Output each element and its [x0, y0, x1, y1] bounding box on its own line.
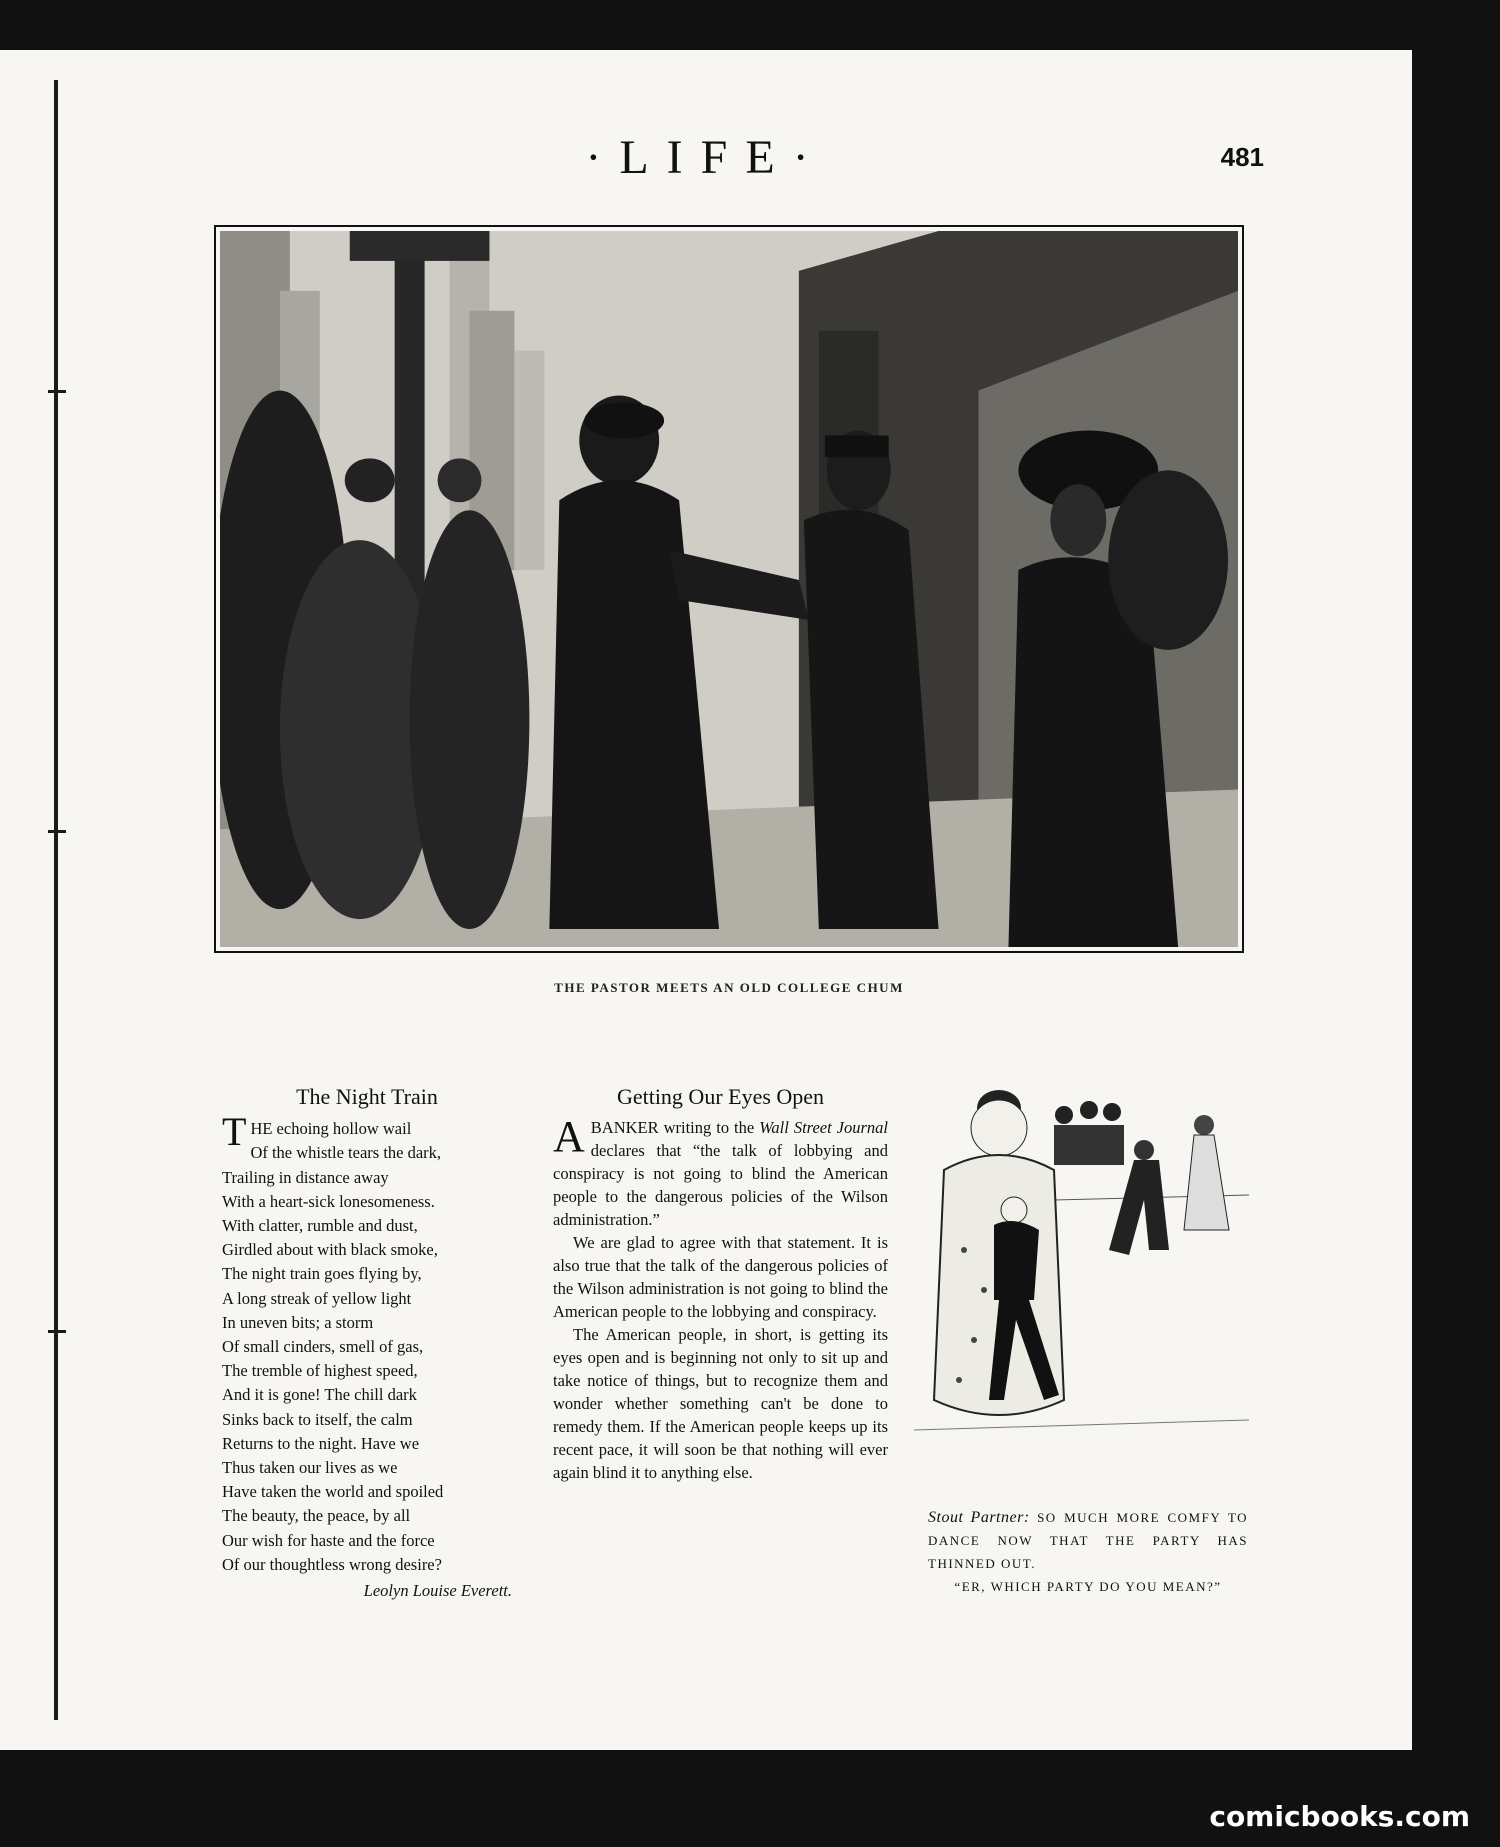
poem-line: The beauty, the peace, by all [222, 1506, 411, 1526]
poem-line: Our wish for haste and the force [222, 1530, 435, 1550]
poem-column [222, 1085, 512, 1603]
poem-title: The Night Train [296, 1084, 438, 1109]
article-paragraph [553, 1112, 888, 1231]
cartoon-line: SO MUCH MORE COMFY TO DANCE NOW THAT THE PARTY HAS THINNED OUT. [928, 1510, 1248, 1571]
site-watermark: comicbooks.com [1209, 1800, 1470, 1833]
main-illustration [214, 225, 1244, 953]
poem-body [222, 1109, 512, 1603]
magazine-page [0, 50, 1412, 1750]
poem-line: Girdled about with black smoke, [222, 1240, 438, 1260]
article-paragraph: We are glad to agree with that statement. It is also true that the talk of the dangerous policies of the Wilson administration is not going to blind the American people to the lobbying and conspiracy. [553, 1233, 888, 1321]
article-column [553, 1085, 888, 1484]
poem-line: Of the whistle tears the dark, [250, 1143, 442, 1163]
poem-line: A long streak of yellow light [222, 1288, 412, 1308]
poem-line: Have taken the world and spoiled [222, 1482, 444, 1502]
poem-line: HE echoing hollow wail [250, 1119, 412, 1139]
binding-tick [48, 390, 66, 393]
poem-author: Leolyn Louise Everett. [363, 1581, 512, 1601]
illustration-caption: THE PASTOR MEETS AN OLD COLLEGE CHUM [554, 980, 904, 995]
publication-name: Wall Street Journal [759, 1118, 888, 1137]
poem-line: Of our thoughtless wrong desire? [222, 1554, 442, 1574]
poem-line: Returns to the night. Have we [222, 1433, 420, 1453]
poem-line: The night train goes flying by, [222, 1264, 422, 1284]
cartoon-reply: “ER, WHICH PARTY DO YOU MEAN?” [954, 1579, 1222, 1594]
article-paragraph: The American people, in short, is getting its eyes open and is beginning not only to sit up and take notice of things, but to recognize them and wonder whether something can't be done to remedy them. If the American people keeps up its recent pace, it will soon be that nothing will ever again blind it to anything else. [553, 1325, 888, 1482]
poem-dropcap: T [222, 1109, 247, 1155]
poem-line: Thus taken our lives as we [222, 1458, 398, 1478]
page-number: 481 [1220, 142, 1264, 172]
poem-line: With a heart-sick lonesomeness. [222, 1191, 435, 1211]
poem-line: With clatter, rumble and dust, [222, 1216, 418, 1236]
article-title: Getting Our Eyes Open [616, 1084, 825, 1109]
poem-line: In uneven bits; a storm [222, 1312, 374, 1332]
poem-line: Of small cinders, smell of gas, [222, 1337, 424, 1357]
binding-tick [48, 830, 66, 833]
poem-line: Sinks back to itself, the calm [222, 1409, 413, 1429]
cartoon-speaker: Stout Partner: [928, 1509, 1030, 1526]
poem-line: And it is gone! The chill dark [222, 1385, 417, 1405]
poem-line: Trailing in distance away [222, 1167, 389, 1187]
dance-cartoon [914, 1070, 1249, 1470]
article-text: declares that “the talk of lobbying and conspiracy is not going to blind the American people to the dangerous policies of the Wilson administration.” [553, 1141, 888, 1229]
poem-line: The tremble of highest speed, [222, 1361, 418, 1381]
masthead: ·LIFE· [585, 131, 827, 184]
article-dropcap: A [553, 1112, 585, 1161]
binding-line [54, 80, 58, 1720]
binding-tick [48, 1330, 66, 1333]
article-text: BANKER writing to the [590, 1118, 760, 1137]
cartoon-caption [928, 1506, 1248, 1598]
